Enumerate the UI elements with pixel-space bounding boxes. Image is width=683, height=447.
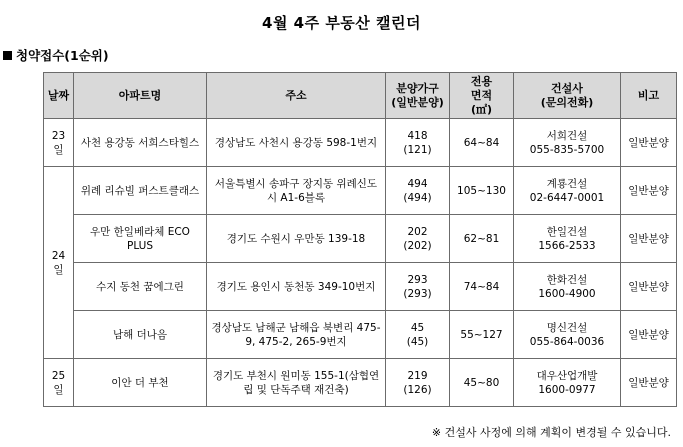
builder-cell (514, 311, 621, 359)
builder-cell (514, 119, 621, 167)
note-cell: 일반분양 (621, 359, 677, 407)
table-row (44, 215, 677, 263)
units-total: 418 (407, 129, 428, 142)
apt-cell: 사천 용강동 서희스타힐스 (74, 119, 207, 167)
date-cell: 25일 (44, 359, 74, 407)
units-general: (202) (403, 239, 432, 252)
units-cell (386, 167, 450, 215)
units-cell (386, 263, 450, 311)
note-cell: 일반분양 (621, 167, 677, 215)
address-cell: 경상남도 사천시 용강동 598-1번지 (207, 119, 386, 167)
header-note: 비고 (621, 73, 677, 119)
header-area-line2: 면적 (470, 88, 493, 102)
units-cell (386, 215, 450, 263)
header-apt: 아파트명 (74, 73, 207, 119)
table-row (44, 119, 677, 167)
builder-phone: 055-864-0036 (529, 335, 605, 348)
address-cell: 경기도 용인시 동천동 349-10번지 (207, 263, 386, 311)
header-area-line1: 전용 (470, 74, 493, 88)
units-cell (386, 119, 450, 167)
address-cell: 경상남도 남해군 남해읍 북변리 475-9, 475-2, 265-9번지 (207, 311, 386, 359)
units-total: 202 (407, 225, 428, 238)
builder-name: 계룡건설 (546, 177, 588, 190)
builder-cell (514, 359, 621, 407)
header-date: 날짜 (44, 73, 74, 119)
apt-cell: 이안 더 부천 (74, 359, 207, 407)
units-cell (386, 311, 450, 359)
builder-name: 대우산업개발 (536, 369, 598, 382)
header-row (44, 73, 677, 119)
table-row (44, 311, 677, 359)
note-cell: 일반분양 (621, 311, 677, 359)
units-general: (126) (403, 383, 432, 396)
builder-name: 서희건설 (546, 129, 588, 142)
header-units (386, 73, 450, 119)
table-row (44, 263, 677, 311)
units-general: (494) (403, 191, 432, 204)
area-cell: 64~84 (450, 119, 514, 167)
builder-phone: 1600-0977 (538, 383, 596, 396)
note-cell: 일반분양 (621, 119, 677, 167)
page-title: 4월 4주 부동산 캘린더 (262, 14, 421, 32)
header-units-line2: (일반분양) (391, 95, 444, 109)
builder-cell (514, 167, 621, 215)
area-cell: 105~130 (450, 167, 514, 215)
header-builder (514, 73, 621, 119)
apt-cell: 남해 더나음 (74, 311, 207, 359)
builder-phone: 1600-4900 (538, 287, 596, 300)
units-general: (45) (406, 335, 429, 348)
address-cell: 서울특별시 송파구 장지동 위례신도시 A1-6블록 (207, 167, 386, 215)
area-cell: 74~84 (450, 263, 514, 311)
area-cell: 62~81 (450, 215, 514, 263)
note-cell: 일반분양 (621, 215, 677, 263)
apt-cell: 우만 한일베라체 ECO PLUS (74, 215, 207, 263)
header-builder-line1: 건설사 (551, 81, 583, 95)
builder-phone: 02-6447-0001 (529, 191, 605, 204)
header-builder-line2: (문의전화) (540, 95, 594, 109)
square-bullet-icon (3, 51, 12, 60)
builder-phone: 1566-2533 (538, 239, 596, 252)
units-general: (293) (403, 287, 432, 300)
builder-name: 한일건설 (546, 225, 588, 238)
units-total: 494 (407, 177, 428, 190)
header-units-line1: 분양가구 (396, 81, 439, 95)
header-area-line3: (㎡) (470, 102, 493, 116)
units-total: 45 (410, 321, 425, 334)
header-area (450, 73, 514, 119)
builder-cell (514, 215, 621, 263)
section-heading (3, 46, 109, 64)
table-row (44, 359, 677, 407)
header-address: 주소 (207, 73, 386, 119)
builder-name: 명신건설 (546, 321, 588, 334)
builder-name: 한화건설 (546, 273, 588, 286)
apt-cell: 수지 동천 꿈에그린 (74, 263, 207, 311)
address-cell: 경기도 수원시 우만동 139-18 (207, 215, 386, 263)
table-row (44, 167, 677, 215)
apt-cell: 위례 리슈빌 퍼스트클래스 (74, 167, 207, 215)
area-cell: 45~80 (450, 359, 514, 407)
date-cell: 24일 (44, 167, 74, 359)
units-total: 219 (407, 369, 428, 382)
units-total: 293 (407, 273, 428, 286)
calendar-table (43, 72, 677, 407)
builder-phone: 055-835-5700 (529, 143, 605, 156)
footnote: ※ 건설사 사정에 의해 계획이 변경될 수 있습니다. (431, 426, 671, 439)
date-cell: 23일 (44, 119, 74, 167)
units-cell (386, 359, 450, 407)
area-cell: 55~127 (450, 311, 514, 359)
note-cell: 일반분양 (621, 263, 677, 311)
builder-cell (514, 263, 621, 311)
units-general: (121) (403, 143, 432, 156)
section-label: 청약접수(1순위) (16, 48, 109, 63)
address-cell: 경기도 부천시 원미동 155-1(삼협연립 및 단독주택 재건축) (207, 359, 386, 407)
